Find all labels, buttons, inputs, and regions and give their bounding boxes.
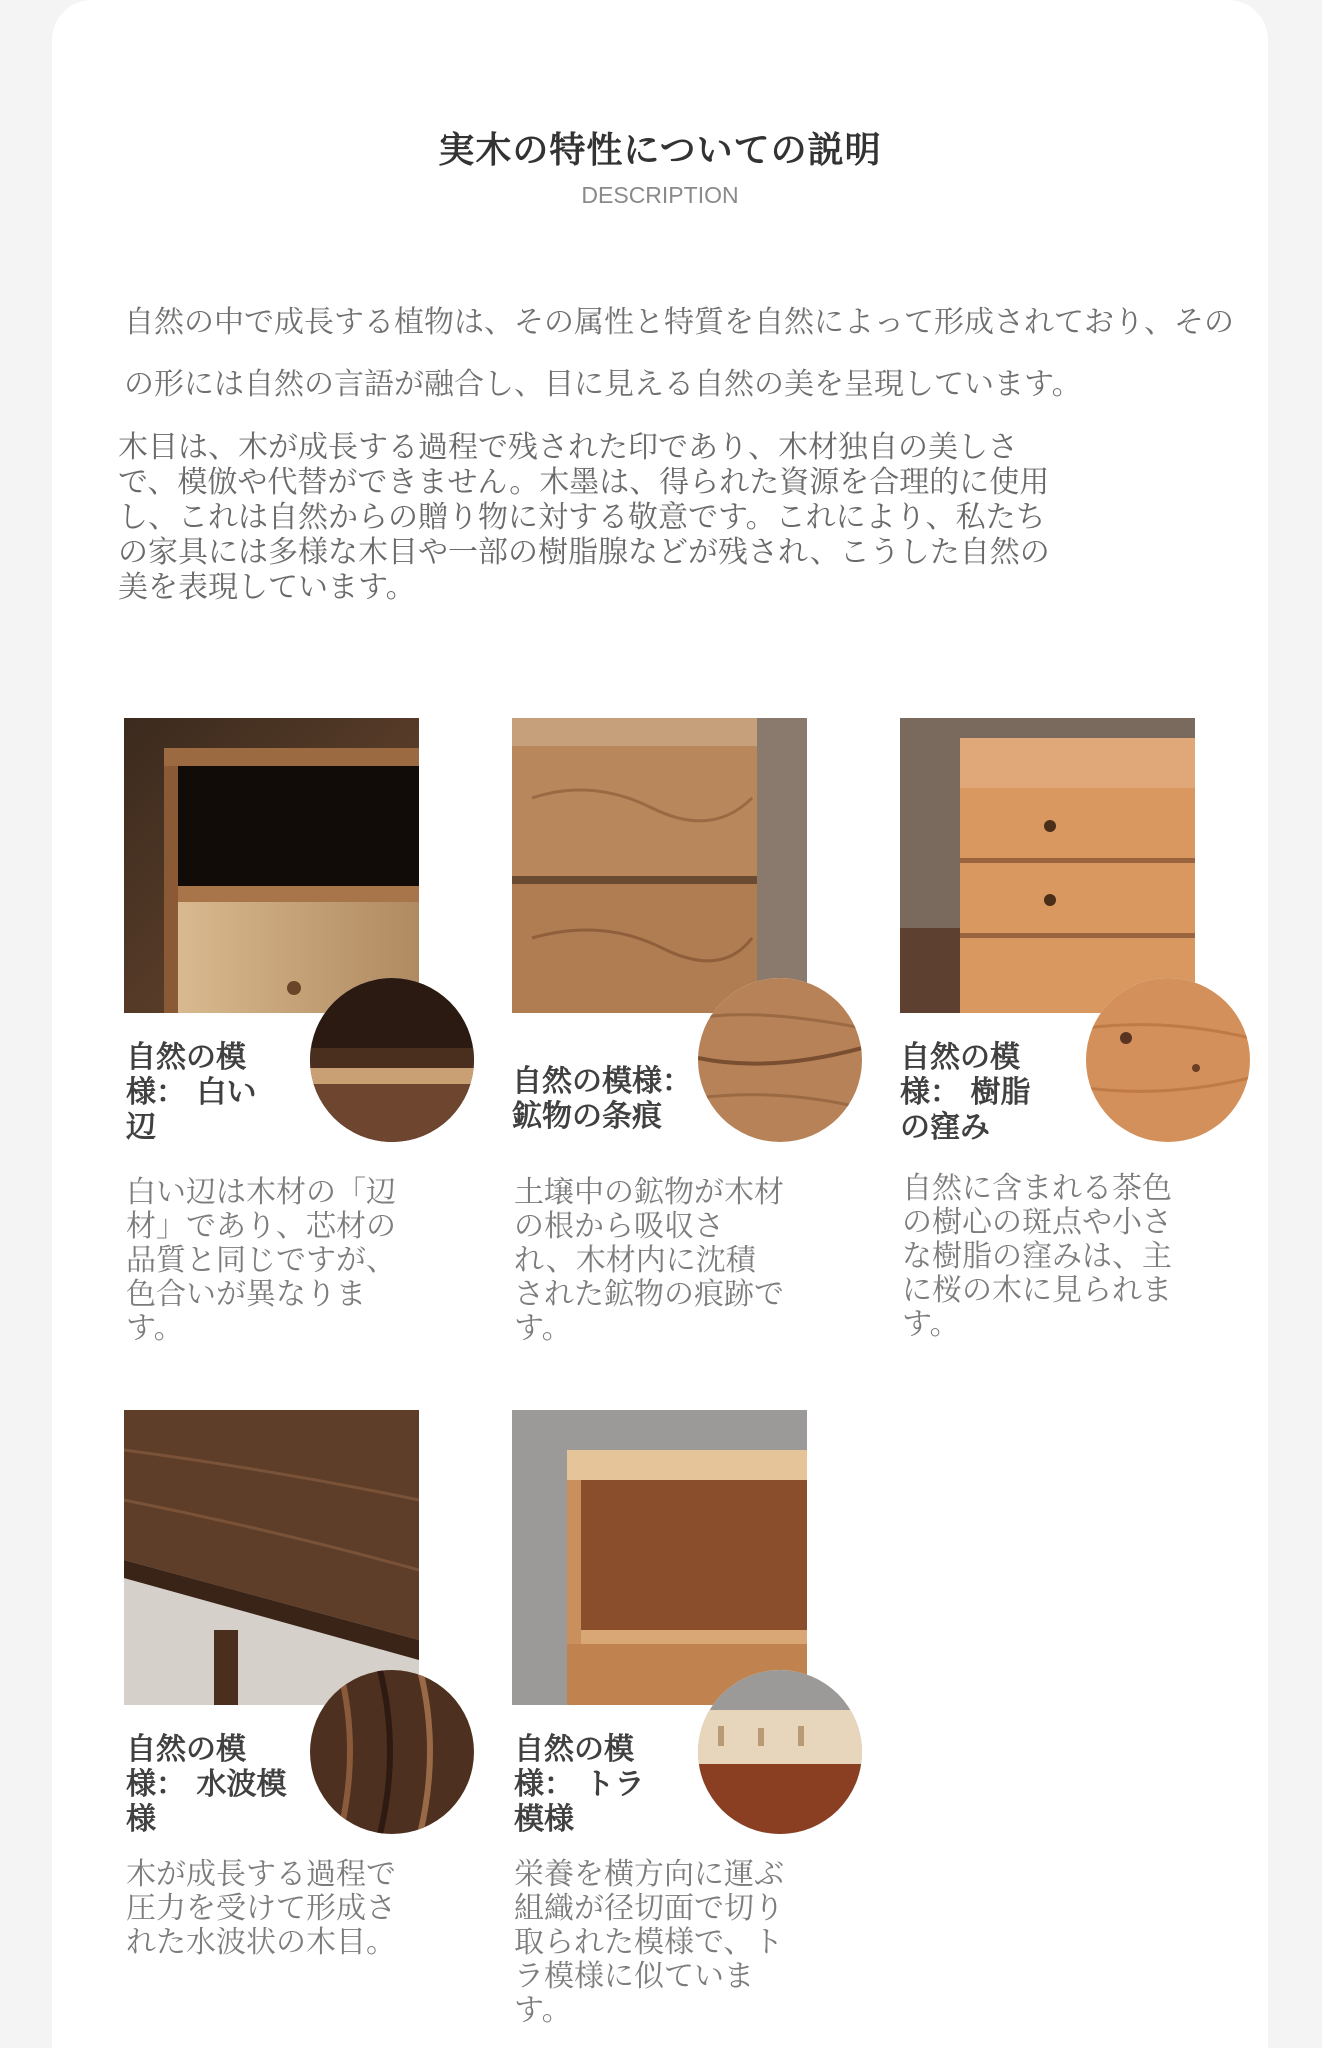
walnut-shelf-photo-icon — [124, 718, 419, 1013]
pattern-title: 自然の模様： 樹脂の窪み — [900, 1040, 1031, 1145]
tiger-stripe-detail-icon — [698, 1670, 862, 1834]
pattern-description: 土壌中の鉱物が木材の根から吸収され、木材内に沈積された鉱物の痕跡です。 — [514, 1175, 784, 1346]
pattern-title: 自然の模様： トラ模様 — [514, 1732, 645, 1837]
walnut-table-photo-icon — [124, 1410, 419, 1705]
pattern-title: 自然の模様： 水波模様 — [126, 1732, 287, 1837]
page-title: 実木の特性についての説明 — [438, 130, 882, 171]
cherry-drawer-photo-icon — [900, 718, 1195, 1013]
pattern-title: 自然の模様： 鉱物の条痕 — [512, 1064, 692, 1134]
content-card — [52, 0, 1268, 2048]
intro-line-1: 自然の中で成長する植物は、その属性と特質を自然によって形成されており、その — [124, 305, 1234, 340]
intro-text — [124, 292, 1268, 416]
open-cabinet-photo-icon — [512, 1410, 807, 1705]
drawer-front-photo-icon — [512, 718, 807, 1013]
pattern-description: 栄養を横方向に運ぶ組織が径切面で切り取られた模様で、トラ模様に似ています。 — [514, 1857, 784, 2028]
wood-grain-paragraph: 木目は、木が成長する過程で残された印であり、木材独自の美しさで、模倣や代替ができません。木墨は、得られた資源を合理的に使用し、これは自然からの贈り物に対する敬意です。これにより、私たちの家具には多様な木目や一部の樹脂腺などが残され、こうした自然の美を表現しています。 — [118, 430, 1050, 605]
page-subtitle: DESCRIPTION — [581, 182, 739, 208]
pattern-description: 自然に含まれる茶色の樹心の斑点や小さな樹脂の窪みは、主に桜の木に見られます。 — [902, 1171, 1172, 1342]
sapwood-edge-detail-icon — [310, 978, 474, 1142]
mineral-streak-detail-icon — [698, 978, 862, 1142]
water-ripple-detail-icon — [310, 1670, 474, 1834]
pattern-description: 白い辺は木材の「辺材」であり、芯材の品質と同じですが、色合いが異なります。 — [126, 1175, 396, 1346]
resin-pit-detail-icon — [1086, 978, 1250, 1142]
pattern-description: 木が成長する過程で圧力を受けて形成された水波状の木目。 — [126, 1857, 396, 1960]
intro-line-2: の形には自然の言語が融合し、目に見える自然の美を呈現しています。 — [124, 367, 1082, 402]
pattern-title: 自然の模様： 白い辺 — [126, 1040, 257, 1145]
